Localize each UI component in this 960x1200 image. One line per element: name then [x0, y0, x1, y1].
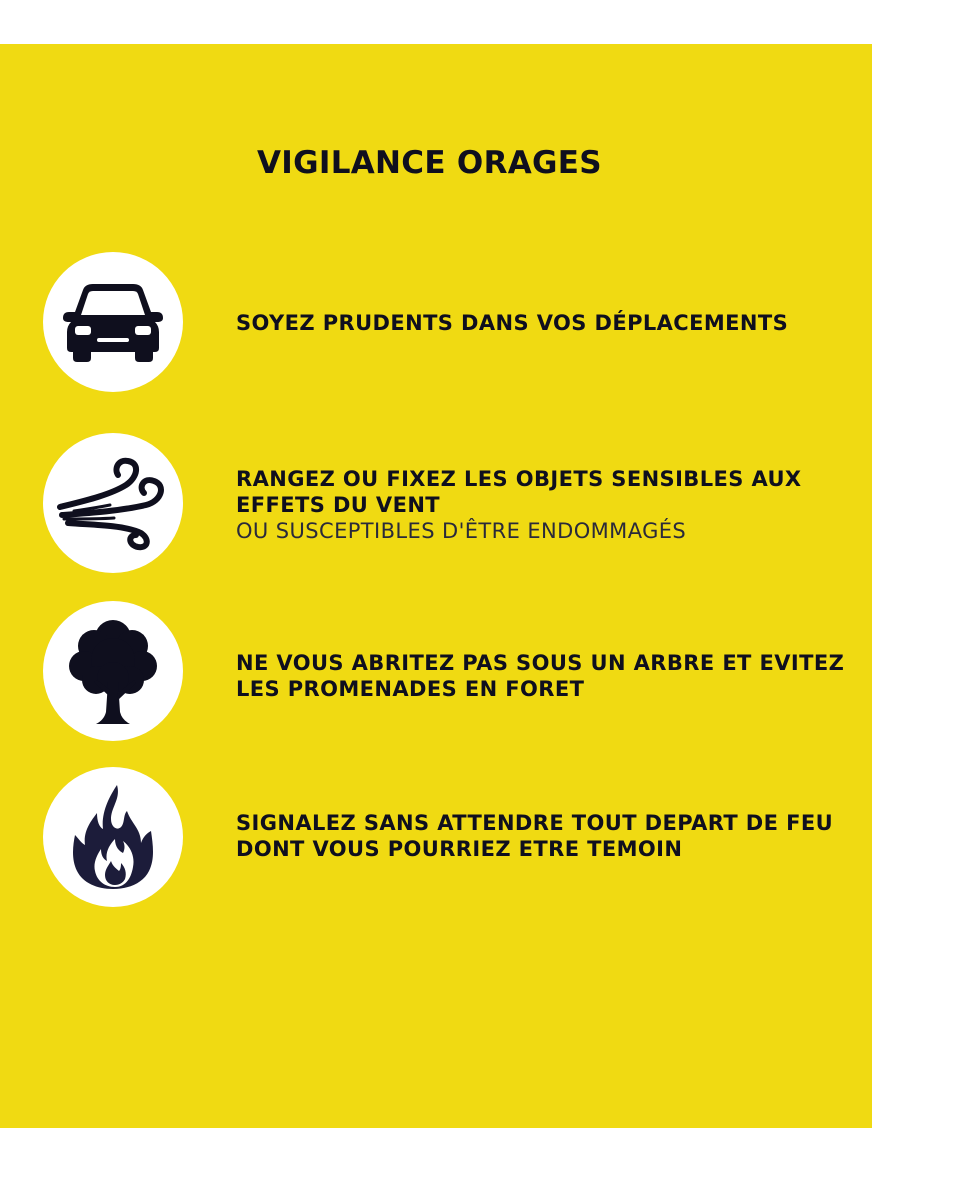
poster-background	[0, 44, 872, 1128]
item-tree-text: NE VOUS ABRITEZ PAS SOUS UN ARBRE ET EVITEZ LES PROMENADES EN FORET	[236, 651, 845, 701]
wind-icon-circle	[43, 433, 183, 573]
tree-icon-circle	[43, 601, 183, 741]
car-icon-circle	[43, 252, 183, 392]
fire-icon	[71, 783, 155, 891]
fire-icon-circle	[43, 767, 183, 907]
car-icon	[61, 282, 165, 362]
item-wind-bold-text: RANGEZ OU FIXEZ LES OBJETS SENSIBLES AUX EFFETS DU VENT	[236, 467, 802, 517]
item-car-text: SOYEZ PRUDENTS DANS VOS DÉPLACEMENTS	[236, 311, 789, 335]
item-wind-light-text: OU SUSCEPTIBLES D'ÊTRE ENDOMMAGÉS	[236, 519, 687, 543]
item-wind-text-block	[236, 466, 856, 544]
tree-icon	[68, 616, 158, 726]
item-fire-text: SIGNALEZ SANS ATTENDRE TOUT DEPART DE FEU DONT VOUS POURRIEZ ETRE TEMOIN	[236, 811, 834, 861]
wind-icon	[54, 455, 172, 551]
poster-title: VIGILANCE ORAGES	[257, 145, 602, 181]
